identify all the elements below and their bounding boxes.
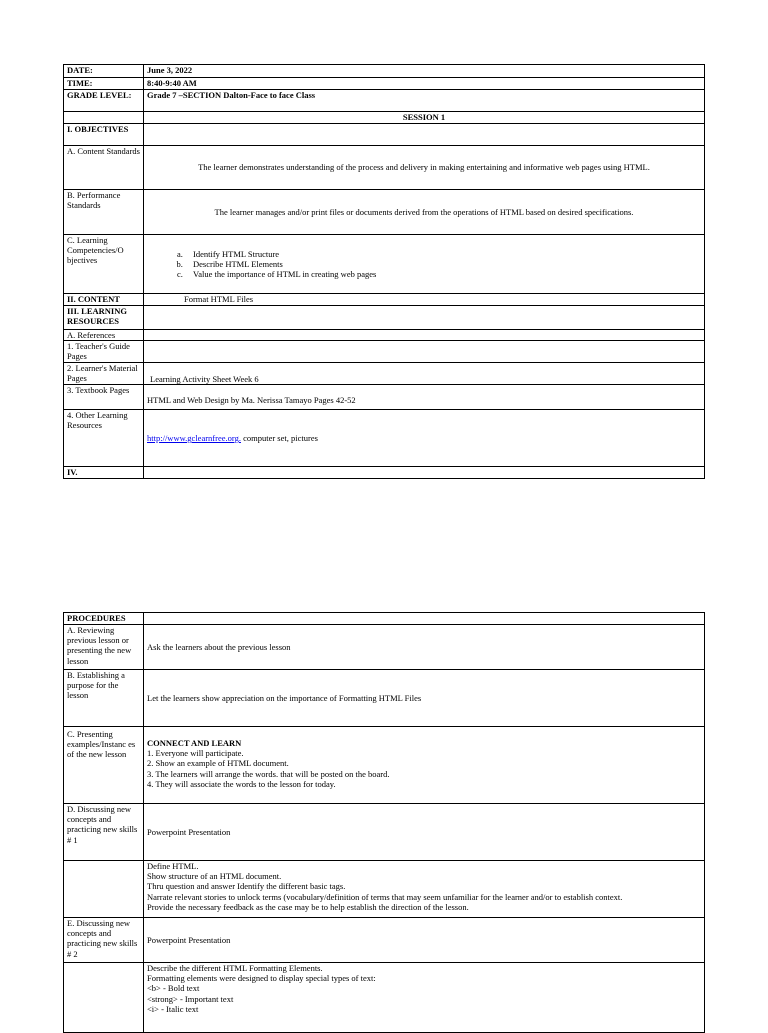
gclearnfree-link[interactable]: http://www.gclearnfree.org. [147,433,241,444]
detail-line: Define HTML. [147,861,199,871]
procedure-b-value: Let the learners show appreciation on the importance of Formatting HTML Files [144,670,705,727]
objectives-heading: I. OBJECTIVES [64,124,144,146]
procedure-a-value: Ask the learners about the previous lesson [144,625,705,670]
detail-line: <b> - Bold text [147,983,200,994]
procedure-c-label: C. Presenting examples/Instanc es of the new lesson [64,727,144,804]
content-standards-value: The learner demonstrates understanding of the process and delivery in making entertaining and informative web pages using HTML. [144,146,705,190]
procedure-a-label: A. Reviewing previous lesson or presenting the new lesson [64,625,144,670]
detail-line: <i> - Italic text [147,1003,199,1014]
detail-line: Provide the necessary feedback as the case may be to help establish the direction of the lesson. [147,901,469,912]
time-value: 8:40-9:40 AM [144,78,705,90]
detail-line: Show structure of an HTML document. [147,871,282,882]
procedure-d-value: Powerpoint Presentation [144,804,705,861]
learners-material-label: 2. Learner's Material Pages [64,363,144,385]
detail-line: Narrate relevant stories to unlock terms (vocabulary/definition of terms that may seem unfamiliar for the learner and/or to establish context. [147,891,623,902]
detail-line: <strong> - Important text [147,993,234,1004]
textbook-value: HTML and Web Design by Ma. Nerissa Tamayo Pages 42-52 [144,385,705,410]
teachers-guide-value [144,341,705,363]
other-resources-label: 4. Other Learning Resources [64,410,144,467]
other-resources-text: computer set, pictures [240,433,318,444]
procedure-c-content [144,727,705,804]
competency-item: a. Identify HTML Structure [185,249,701,259]
competency-item: b. Describe HTML Elements [185,259,701,269]
competencies-label: C. Learning Competencies/O bjectives [64,235,144,294]
procedure-b-label: B. Establishing a purpose for the lesson [64,670,144,727]
procedure-e-label: E. Discussing new concepts and practicing new skills # 2 [64,918,144,963]
grade-label: GRADE LEVEL: [64,90,144,112]
procedure-c-item: 1. Everyone will participate. [147,748,244,759]
procedure-e-details [144,963,705,1033]
date-value: June 3, 2022 [144,65,705,78]
procedures-table [63,612,705,1033]
detail-line: Describe the different HTML Formatting Elements. [147,963,323,973]
competencies-list [147,249,701,280]
procedures-heading: PROCEDURES [64,613,144,625]
other-resources-value [144,410,705,467]
textbook-label: 3. Textbook Pages [64,385,144,410]
content-standards-label: A. Content Standards [64,146,144,190]
performance-standards-label: B. Performance Standards [64,190,144,235]
procedure-c-item: 4. They will associate the words to the lesson for today. [147,778,336,789]
procedure-e-value: Powerpoint Presentation [144,918,705,963]
procedure-c-item: 2. Show an example of HTML document. [147,758,289,769]
session-title: SESSION 1 [144,112,705,124]
procedure-c-item: 3. The learners will arrange the words. that will be posted on the board. [147,768,390,779]
references-label: A. References [64,330,144,341]
time-label: TIME: [64,78,144,90]
content-value: Format HTML Files [144,294,705,306]
competencies-list-cell [144,235,705,294]
procedure-d-label: D. Discussing new concepts and practicing new skills # 1 [64,804,144,861]
content-heading: II. CONTENT [64,294,144,306]
detail-line: Formatting elements were designed to display special types of text: [147,973,376,984]
performance-standards-value: The learner manages and/or print files or documents derived from the operations of HTML based on desired specifications. [144,190,705,235]
lesson-plan-table-top [63,64,705,479]
resources-heading: III. LEARNING RESOURCES [64,306,144,330]
date-label: DATE: [64,65,144,78]
detail-line: Thru question and answer Identify the different basic tags. [147,881,346,892]
connect-learn-title: CONNECT AND LEARN [147,738,242,748]
section-iv-heading: IV. [64,467,144,479]
grade-value: Grade 7 –SECTION Dalton-Face to face Class [144,90,705,112]
competency-item: c. Value the importance of HTML in creating web pages [185,269,701,279]
learners-material-value: Learning Activity Sheet Week 6 [144,363,705,385]
procedure-d-details [144,861,705,918]
teachers-guide-label: 1. Teacher's Guide Pages [64,341,144,363]
